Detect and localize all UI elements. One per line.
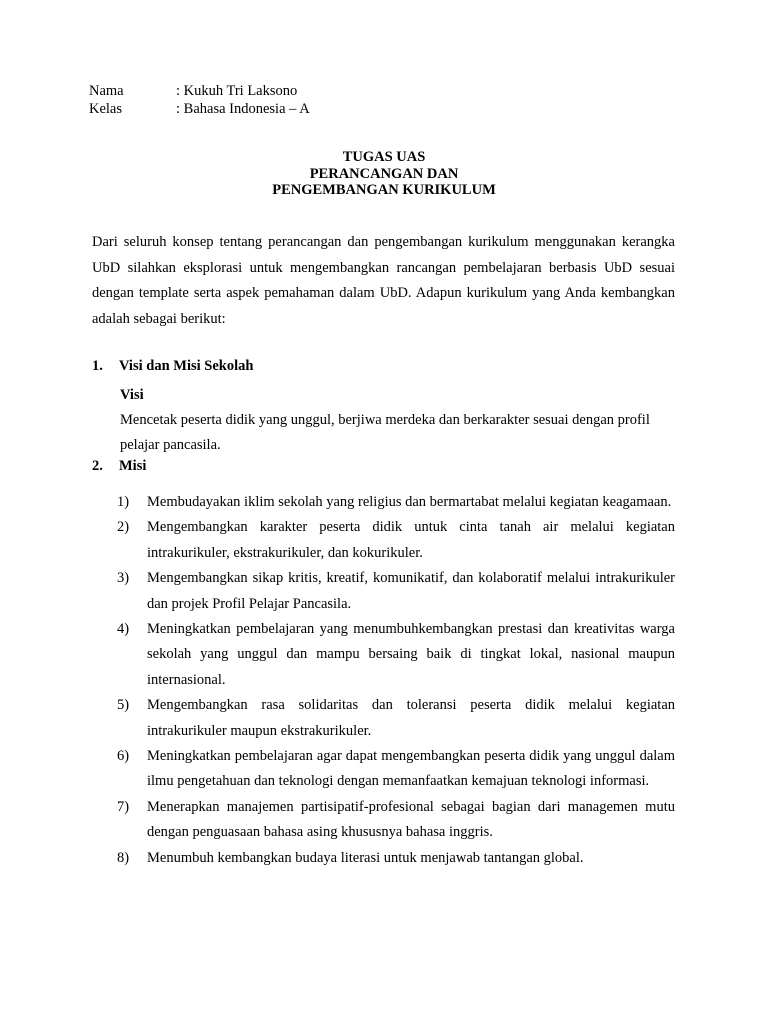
misi-item-6 [117,744,675,795]
class-row [89,100,310,118]
misi-item-number: 6) [117,748,130,765]
misi-item-text: Meningkatkan pembelajaran agar dapat mengembangkan peserta didik yang unggul dalam ilmu pengetahuan dan teknologi dengan memanfaatkan kemajuan teknologi informasi. [147,748,675,790]
misi-item-number: 8) [117,849,130,866]
visi-block [120,383,686,458]
misi-item-number: 4) [117,621,130,638]
misi-item-8 [117,846,675,871]
title-line-2: PERANCANGAN DAN [309,165,459,182]
name-label: Nama [89,83,124,99]
section-2-number: 2. [92,458,103,474]
section-2-heading [92,458,146,475]
misi-item-4 [117,617,675,693]
name-row [89,82,310,100]
class-value: : Bahasa Indonesia – A [176,101,310,117]
misi-item-3 [117,566,675,617]
misi-item-number: 2) [117,519,130,536]
misi-item-number: 7) [117,798,130,815]
intro-paragraph-block [92,230,675,332]
misi-list [117,490,675,871]
student-info [89,82,310,118]
title-line-3: PENGEMBANGAN KURIKULUM [272,182,496,198]
section-1-heading [92,358,253,375]
misi-item-number: 5) [117,697,130,714]
section-1-number: 1. [92,358,103,374]
misi-item-text: Mengembangkan sikap kritis, kreatif, komunikatif, dan kolaboratif melalui intrakurikuler dan projek Profil Pelajar Pancasila. [147,570,675,612]
misi-item-text: Menerapkan manajemen partisipatif-profesional sebagai bagian dari managemen mutu dengan penguasaan bahasa asing khususnya bahasa inggris. [147,798,675,841]
misi-item-1 [117,490,675,515]
misi-item-7 [117,795,675,846]
section-1-title: Visi dan Misi Sekolah [119,358,254,374]
visi-heading: Visi [120,387,144,403]
misi-item-text: Membudayakan iklim sekolah yang religius dan bermartabat melalui kegiatan keagamaan. [147,494,672,510]
name-value: : Kukuh Tri Laksono [176,83,298,99]
misi-item-text: Menumbuh kembangkan budaya literasi untuk menjawab tantangan global. [147,849,584,866]
section-2-title: Misi [119,458,147,474]
title-line-1: TUGAS UAS [342,149,426,165]
misi-item-number: 3) [117,570,130,587]
misi-item-text: Meningkatkan pembelajaran yang menumbuhkembangkan prestasi dan kreativitas warga sekolah yang unggul dan mampu bersaing baik di tingkat lokal, nasional maupun internasional. [147,621,675,688]
misi-item-2 [117,515,675,566]
misi-item-number: 1) [117,494,130,510]
class-label: Kelas [89,101,123,117]
document-title [0,149,768,199]
misi-item-5 [117,693,675,744]
misi-item-text: Mengembangkan karakter peserta didik untuk cinta tanah air melalui kegiatan intrakurikuler, ekstrakurikuler, dan kokurikuler. [147,519,675,561]
visi-text: Mencetak peserta didik yang unggul, berjiwa merdeka dan berkarakter sesuai dengan profil pelajar pancasila. [120,412,650,453]
misi-item-text: Mengembangkan rasa solidaritas dan toleransi peserta didik melalui kegiatan intrakurikuler maupun ekstrakurikuler. [147,697,675,739]
intro-paragraph: Dari seluruh konsep tentang perancangan dan pengembangan kurikulum menggunakan kerangka UbD silahkan eksplorasi untuk mengembangkan rancangan pembelajaran berbasis UbD sesuai dengan template serta aspek pemahaman dalam UbD. Adapun kurikulum yang Anda kembangkan adalah sebagai berikut: [92,234,675,327]
